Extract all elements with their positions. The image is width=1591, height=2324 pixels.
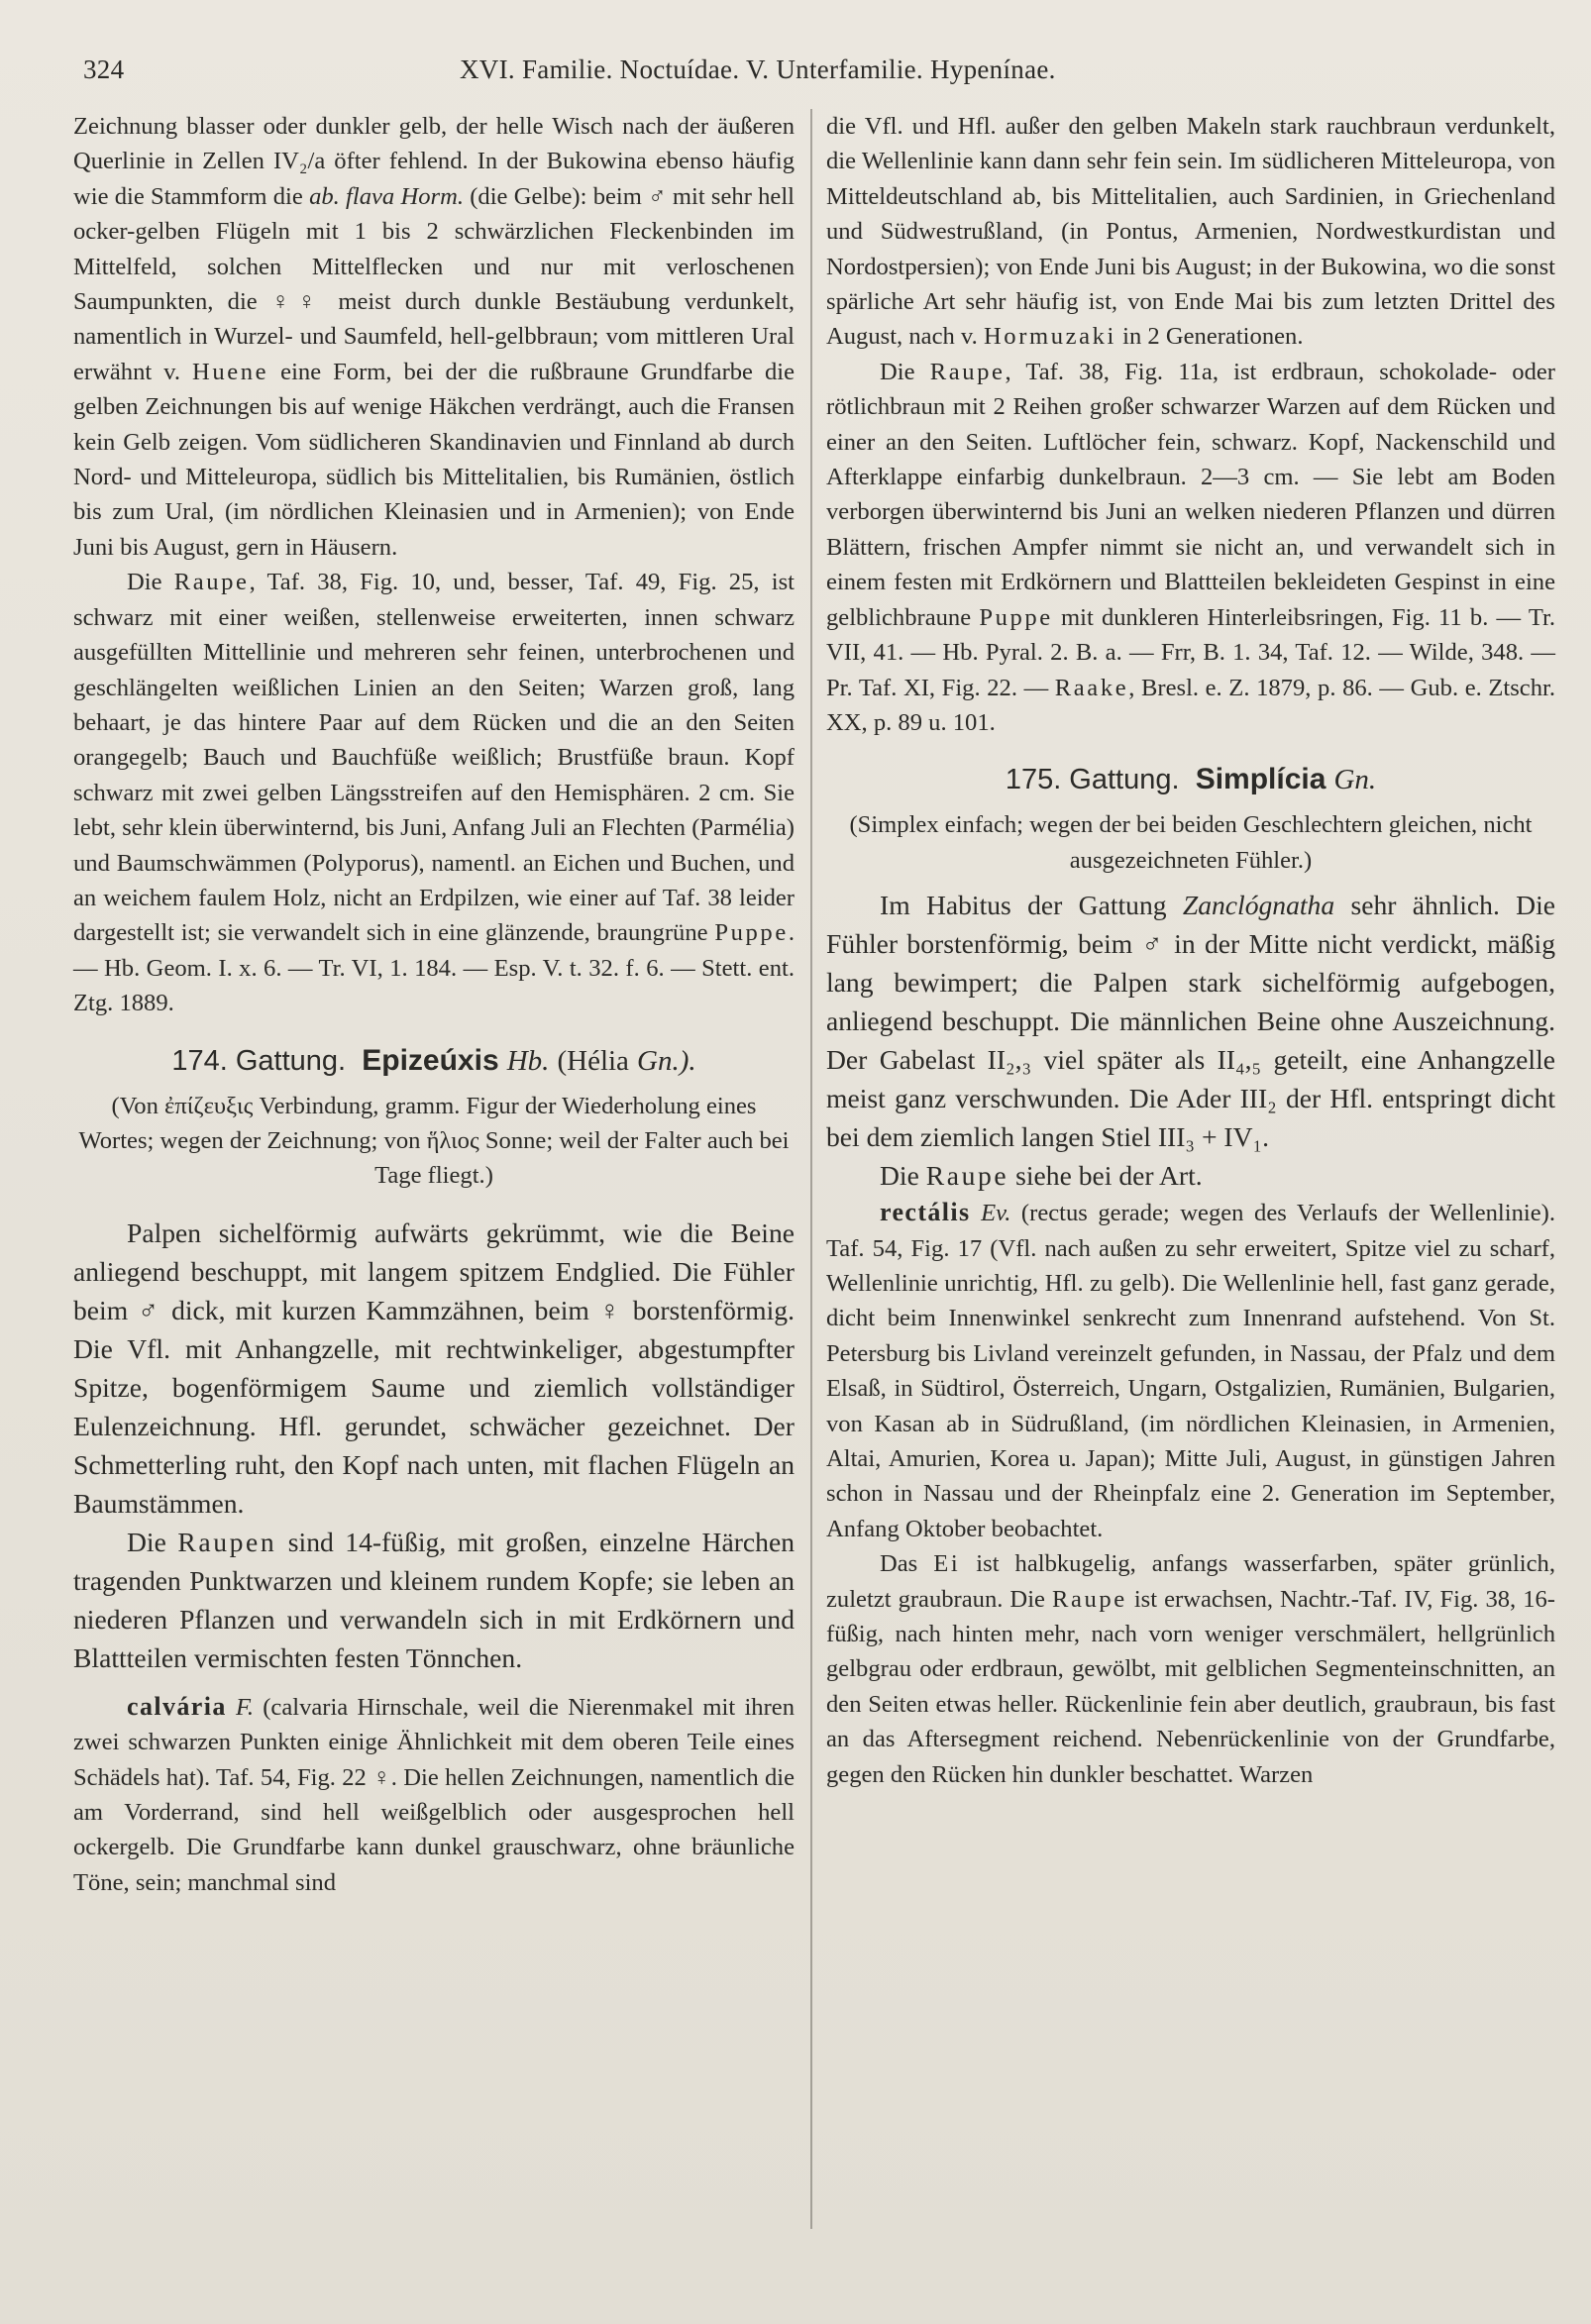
paragraph-raupe-right: Die Raupe, Taf. 38, Fig. 11a, ist erdbraun, schokolade- oder rötlichbraun mit 2 Reihen großer schwarzer Warzen auf dem Rücken und einer an den Seiten. Luftlöcher fein, schwarz. Kopf, Nackenschild und Afterklappe einfarbig dunkelbraun. 2—3 cm. — Sie lebt am Boden verborgen überwinternd bis Juni an welken niederen Pflanzen und dürren Blättern, frischen Ampfer nimmt sie nicht an, und verwandelt sich in einem festen mit Erdkörnern und Blattteilen bekleideten Gespinst in eine gelblichbraune Puppe mit dunkleren Hinterleibsringen, Fig. 11 b. — Tr. VII, 41. — Hb. Pyral. 2. B. a. — Frr, B. 1. 34, Taf. 12. — Wilde, 348. — Pr. Taf. XI, Fig. 22. — Raake, Bresl. e. Z. 1879, p. 86. — Gub. e. Ztschr. XX, p. 89 u. 101. (826, 358, 1555, 736)
paragraph-continuation-right: die Vfl. und Hfl. außer den gelben Makeln stark rauchbraun verdunkelt, die Wellenlinie kann dann sehr fein sein. Im südlicheren Mitteleuropa, von Mitteldeutschland ab, bis Mittelitalien, auch Sardinien, in Griechenland und Südwestrußland, (in Pontus, Armenien, Nordwestkurdistan und Nordostpersien); von Ende Juni bis August; in der Bukowina, wo die sonst spärliche Art sehr häufig ist, von Ende Mai bis zum letzten Drittel des August, nach v. Hormuzaki in 2 Generationen. (826, 113, 1555, 351)
genus-raupe-175: Die Raupe siehe bei der Art. (880, 1160, 1203, 1192)
page-number: 324 (83, 54, 125, 84)
column-rule (810, 109, 812, 2229)
species-calvaria: calvária F. (calvaria Hirnschale, weil die Nierenmakel mit ihren zwei schwarzen Punkten einige Ähnlichkeit mit dem oberen Teile eines Schädels hat). Taf. 54, Fig. 22 ♀. Die hellen Zeichnungen, namentlich die am Vorderrand, sind hell weißgelblich oder ausgesprochen hell ockergelb. Die Grundfarbe kann dunkel grauschwarz, ohne bräunliche Töne, sein; manchmal sind (73, 1691, 795, 1896)
genus-heading-175: 175. Gattung. Simplícia Gn. (1005, 763, 1377, 796)
genus-description-174: Palpen sichelförmig aufwärts gekrümmt, wie die Beine anliegend beschuppt, mit langem spitzem Endglied. Die Fühler beim ♂ dick, mit kurzen Kammzähnen, beim ♀ borstenförmig. Die Vfl. mit Anhangzelle, mit rechtwinkeliger, abgestumpfter Spitze, bogenförmigem Saume und ziemlich vollständiger Eulenzeichnung. Hfl. gerundet, schwächer gezeichnet. Der Schmetterling ruht, den Kopf nach unten, mit flachen Flügeln an Baumstämmen. (73, 1216, 795, 1519)
left-column (73, 109, 795, 1900)
running-title: XVI. Familie. Noctuídae. V. Unterfamilie. Hypenínae. (460, 54, 1056, 84)
genus-heading-174: 174. Gattung. Epizeúxis Hb. (Hélia Gn.). (171, 1043, 696, 1077)
right-column (826, 109, 1555, 1792)
running-head (83, 48, 1530, 91)
etymology-175: (Simplex einfach; wegen der bei beiden Geschlechtern gleichen, nicht ausgezeichneten Fühler.) (849, 811, 1533, 874)
paragraph-continuation: Zeichnung blasser oder dunkler gelb, der helle Wisch nach der äußeren Querlinie in Zellen IV₂/a öfter fehlend. In der Bukowina ebenso häufig wie die Stammform die ab. flava Horm. (die Gelbe): beim ♂ mit sehr hell ocker-gelben Flügeln mit 1 bis 2 schwärzlichen Fleckenbinden im Mittelfeld, solchen Mittelflecken und nur mit verloschenen Saumpunkten, die ♀♀ meist durch dunkle Bestäubung verdunkelt, namentlich in Wurzel- und Saumfeld, hell-gelbbraun; vom mittleren Ural erwähnt v. Huene eine Form, bei der die rußbraune Grundfarbe die gelben Zeichnungen bis auf wenige Häkchen verdrängt, auch die Fransen kein Gelb zeigen. Vom südlicheren Skandinavien und Finnland ab durch Nord- und Mitteleuropa, südlich bis Mittelitalien, bis Rumänien, östlich bis zum Ural, (im nördlichen Kleinasien und in Armenien); von Ende Juni bis August, gern in Häusern. (73, 113, 795, 561)
etymology-174: (Von ἐπίζευξις Verbindung, gramm. Figur der Wiederholung eines Wortes; wegen der Zeichnung; von ἥλιος Sonne; weil der Falter auch bei Tage fliegt.) (78, 1092, 790, 1190)
paragraph-ei: Das Ei ist halbkugelig, anfangs wasserfarben, später grünlich, zuletzt graubraun. Die Raupe ist erwachsen, Nachtr.-Taf. IV, Fig. 38, 16-füßig, nach hinten mehr, nach vorn weniger verschmälert, hellgrünlich gelbgrau oder erdbraun, gewölbt, mit gelblichen Segmenteinschnitten, an den Seiten etwas heller. Rückenlinie fein aber deutlich, graubraun, bis fast an das Aftersegment reichend. Nebenrückenlinie von der Grundfarbe, gegen den Rücken hin dunkler beschattet. Warzen (826, 1550, 1555, 1788)
paragraph-raupe: Die Raupe, Taf. 38, Fig. 10, und, besser, Taf. 49, Fig. 25, ist schwarz mit einer weißen, stellenweise erweiterten, innen schwarz ausgefüllten Mittellinie und mehreren sehr feinen, unterbrochenen und geschlängelten weißlichen Linien an den Seiten; Warzen groß, lang behaart, je das hintere Paar auf dem Rücken und die an den Seiten orangegelb; Bauch und Bauchfüße weißlich; Brustfüße braun. Kopf schwarz mit zwei gelben Längsstreifen auf den Hemisphären. 2 cm. Sie lebt, sehr klein überwinternd, bis Juni, Anfang Juli an Flechten (Parmélia) und Baumschwämmen (Polyporus), namentl. an Eichen und Buchen, und an weichem faulem Holz, nicht an Erdpilzen, wie einer auf Taf. 38 leider dargestellt ist; sie verwandelt sich in eine glänzende, braungrüne Puppe. — Hb. Geom. I. x. 6. — Tr. VI, 1. 184. — Esp. V. t. 32. f. 6. — Stett. ent. Ztg. 1889. (73, 569, 795, 1017)
species-rectalis: rectális Ev. (rectus gerade; wegen des Verlaufs der Wellenlinie). Taf. 54, Fig. 17 (Vfl. nach außen zu sehr erweitert, Spitze viel zu scharf, Wellenlinie unrichtig, Hfl. zu gelb). Die Wellenlinie hell, fast ganz gerade, dicht beim Innenwinkel senkrecht zum Innenrand aufstehend. Von St. Petersburg bis Livland vereinzelt gefunden, in Nassau, der Pfalz und dem Elsaß, in Südtirol, Österreich, Ungarn, Ostgalizien, Rumänien, Bulgarien, von Kasan ab in Südrußland, (im nördlichen Kleinasien, in Armenien, Altai, Amurien, Korea u. Japan); Mitte Juli, August, in günstigen Jahren schon in Nassau und der Rheinpfalz eine 2. Generation im September, Anfang Oktober beobachtet. (826, 1198, 1555, 1542)
genus-description-175: Im Habitus der Gattung Zanclógnatha sehr ähnlich. Die Fühler borstenförmig, beim ♂ in der Mitte nicht verdickt, mäßig lang bewimpert; die Palpen stark sichelförmig aufgebogen, anliegend beschuppt. Die männlichen Beine ohne Auszeichnung. Der Gabelast II₂,₃ viel später als II₄,₅ geteilt, eine Anhangzelle meist ganz verschwunden. Die Ader III₂ der Hfl. entspringt dicht bei dem ziemlich langen Stiel III₃ + IV₁. (826, 890, 1555, 1153)
genus-raupen-174: Die Raupen sind 14-füßig, mit großen, einzelne Härchen tragenden Punktwarzen und kleinem rundem Kopfe; sie leben an niederen Pflanzen und verwandeln sich in mit Erdkörnern und Blattteilen vermischten festen Tönnchen. (73, 1526, 795, 1673)
